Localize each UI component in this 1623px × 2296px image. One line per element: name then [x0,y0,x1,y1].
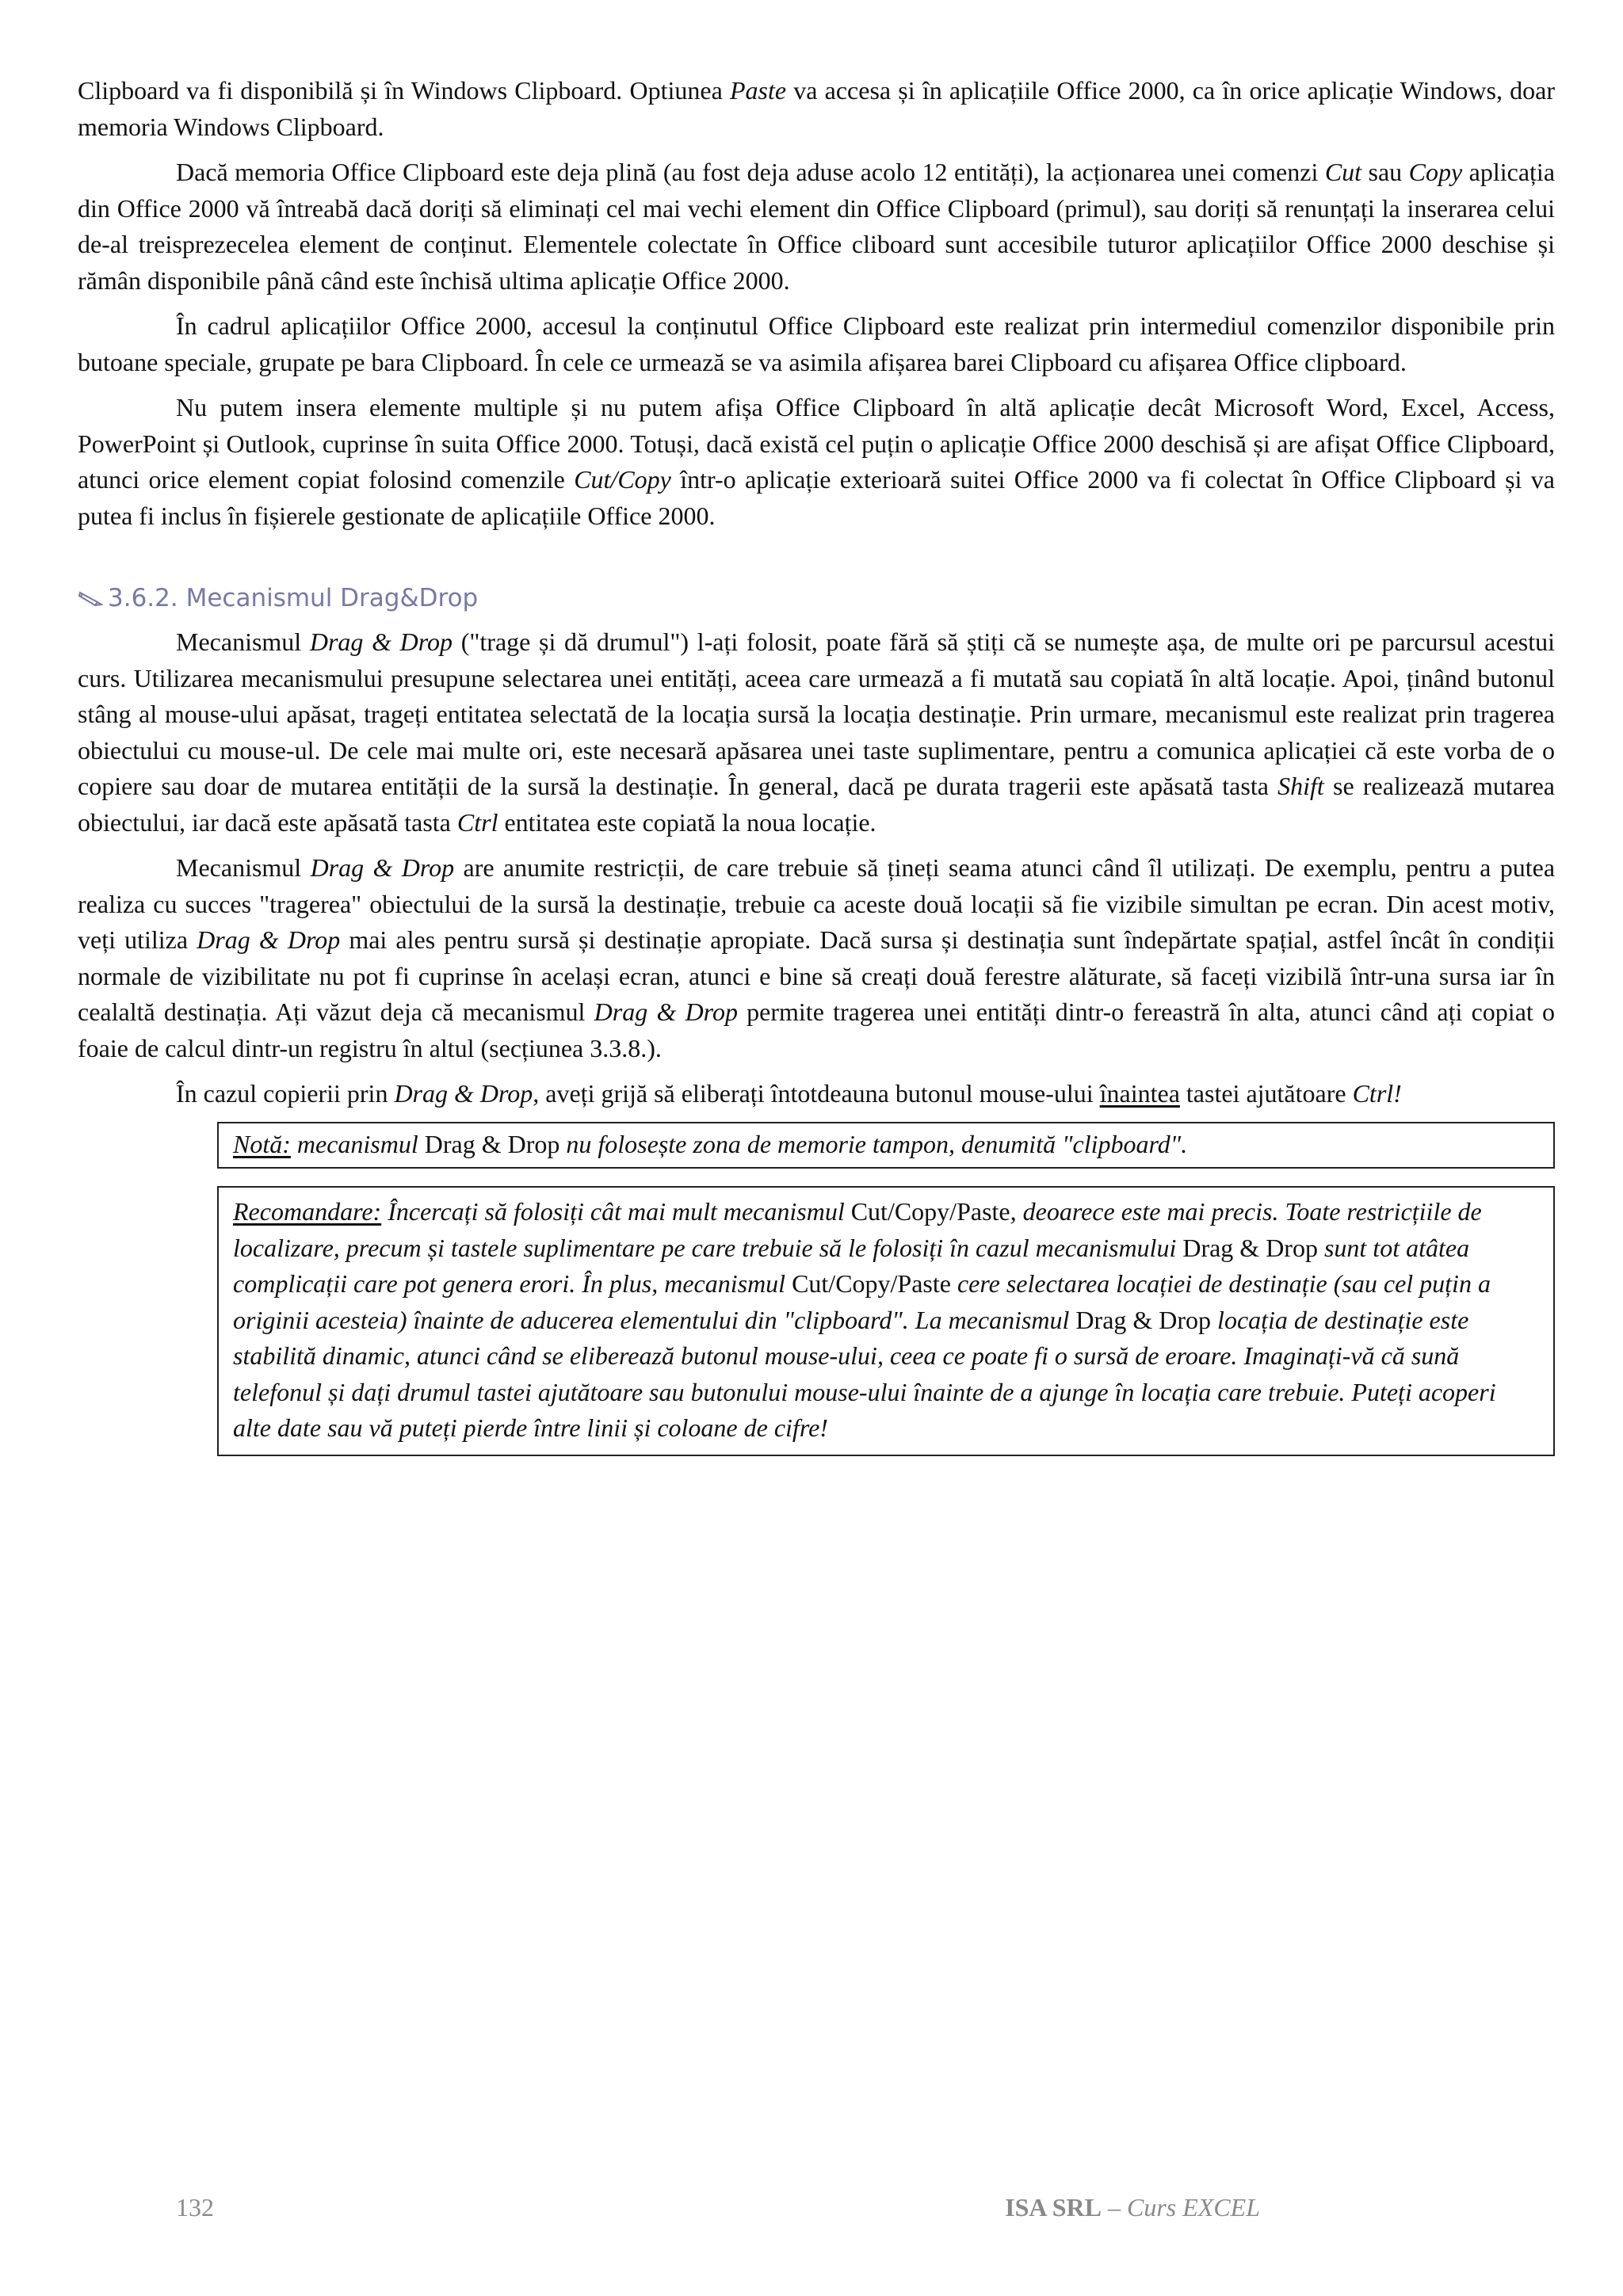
page-footer [176,2193,1260,2228]
pencil-icon [78,589,103,608]
recommendation-text: Recomandare: Încercați să folosiți cât mai mult mecanismul Cut/Copy/Paste, deoarece este mai precis. Toate restricțiile de localizare, precum și tastele suplimentare pe care trebuie să le folosiți în cazul mecanismului Drag & Drop sunt tot atâtea complicații care pot genera erori. În plus, mecanismul Cut/Copy/Paste cere selectarea locației de destinație (sau cel puțin a originii acesteia) înainte de aducerea elementului din "clipboard". La mecanismul Drag & Drop locația de destinație este stabilită dinamic, atunci când se eliberează butonul mouse-ului, ceea ce poate fi o sursă de eroare. Imaginați-vă că sună telefonul și dați drumul tastei ajutătoare sau butonului mouse-ului înainte de a ajunge în locația care trebuie. Puteți acoperi alte date sau vă puteți pierde între linii și coloane de cifre! [233,1197,1496,1442]
document-page [78,73,1555,1456]
section-heading-text: 3.6.2. Mecanismul Drag&Drop [108,584,479,612]
recommendation-box [217,1186,1555,1456]
paragraph-clipboard-limits: Nu putem insera elemente multiple și nu putem afișa Office Clipboard în altă aplicație decât Microsoft Word, Excel, Access, PowerPoint și Outlook, cuprinse în suita Office 2000. Totuși, dacă există cel puțin o aplicație Office 2000 deschisă și are afișat Office Clipboard, atunci orice element copiat folosind comenzile Cut/Copy într-o aplicație exterioară suitei Office 2000 va fi colectat în Office Clipboard și va putea fi inclus în fișierele gestionate de aplicațiile Office 2000. [78,393,1555,530]
paragraph-clipboard-full: Dacă memoria Office Clipboard este deja plină (au fost deja aduse acolo 12 entități), la acționarea unei comenzi Cut sau Copy aplicația din Office 2000 vă întreabă dacă doriți să eliminați cel mai vechi element din Office Clipboard (primul), sau doriți să renunțați la inserarea celui de-al treisprezecelea element de conținut. Elementele colectate în Office cliboard sunt accesibile tuturor aplicațiilor Office 2000 deschise și rămân disponibile până când este închisă ultima aplicație Office 2000. [78,158,1556,295]
paragraph-clipboard-access: În cadrul aplicațiilor Office 2000, accesul la conținutul Office Clipboard este realizat prin intermediul comenzilor disponibile prin butoane speciale, grupate pe bara Clipboard. În cele ce urmează se va asimila afișarea barei Clipboard cu afișarea Office clipboard. [78,311,1555,376]
paragraph-drag-intro: Mecanismul Drag & Drop ("trage și dă drumul") l-ați folosit, poate fără să știți că se numește așa, de multe ori pe parcursul acestui curs. Utilizarea mecanismului presupune selectarea unei entități, aceea care urmează a fi mutată sau copiată în altă locație. Apoi, ținând butonul stâng al mouse-ului apăsat, trageți entitatea selectată de la locația sursă la locația destinație. Prin urmare, mecanismul este realizat prin tragerea obiectului cu mouse-ul. De cele mai multe ori, este necesară apăsarea unei taste suplimentare, pentru a comunica aplicației că este vorba de o copiere sau doar de mutarea entității de la sursă la destinație. În general, dacă pe durata tragerii este apăsată tasta Shift se realizează mutarea obiectului, iar dacă este apăsată tasta Ctrl entitatea este copiată la noua locație. [78,627,1556,837]
page-number: 132 [176,2193,214,2222]
section-heading [78,580,1555,616]
paragraph-drag-restrictions: Mecanismul Drag & Drop are anumite restricții, de care trebuie să țineți seama atunci când îl utilizați. De exemplu, pentru a putea realiza cu succes "tragerea" obiectului de la sursă la destinație, trebuie ca aceste două locații să fie vizibile simultan pe ecran. Din acest motiv, veți utiliza Drag & Drop mai ales pentru sursă și destinație apropiate. Dacă sursa și destinația sunt îndepărtate spațial, astfel încât în condiții normale de vizibilitate nu pot fi cuprinse în același ecran, atunci e bine să creați două ferestre alăturate, să faceți vizibilă într-una sursa iar în cealaltă destinația. Ați văzut deja că mecanismul Drag & Drop permite tragerea unei entități dintr-o fereastră în alta, atunci când ați copiat o foaie de calcul dintr-un registru în altul (secțiunea 3.3.8.). [78,853,1556,1062]
note-text: Notă: mecanismul Drag & Drop nu folosește zona de memorie tampon, denumită "clipboard". [233,1129,1188,1158]
note-box [217,1122,1555,1169]
footer-brand: ISA SRL – Curs EXCEL [1005,2193,1260,2222]
paragraph-clipboard-intro: Clipboard va fi disponibilă și în Windows Clipboard. Optiunea Paste va accesa și în aplicațiile Office 2000, ca în orice aplicație Windows, doar memoria Windows Clipboard. [78,76,1556,141]
paragraph-drag-copy-tip: În cazul copierii prin Drag & Drop, aveți grijă să eliberați întotdeauna butonul mouse-ului înaintea tastei ajutătoare Ctrl! [176,1079,1402,1108]
